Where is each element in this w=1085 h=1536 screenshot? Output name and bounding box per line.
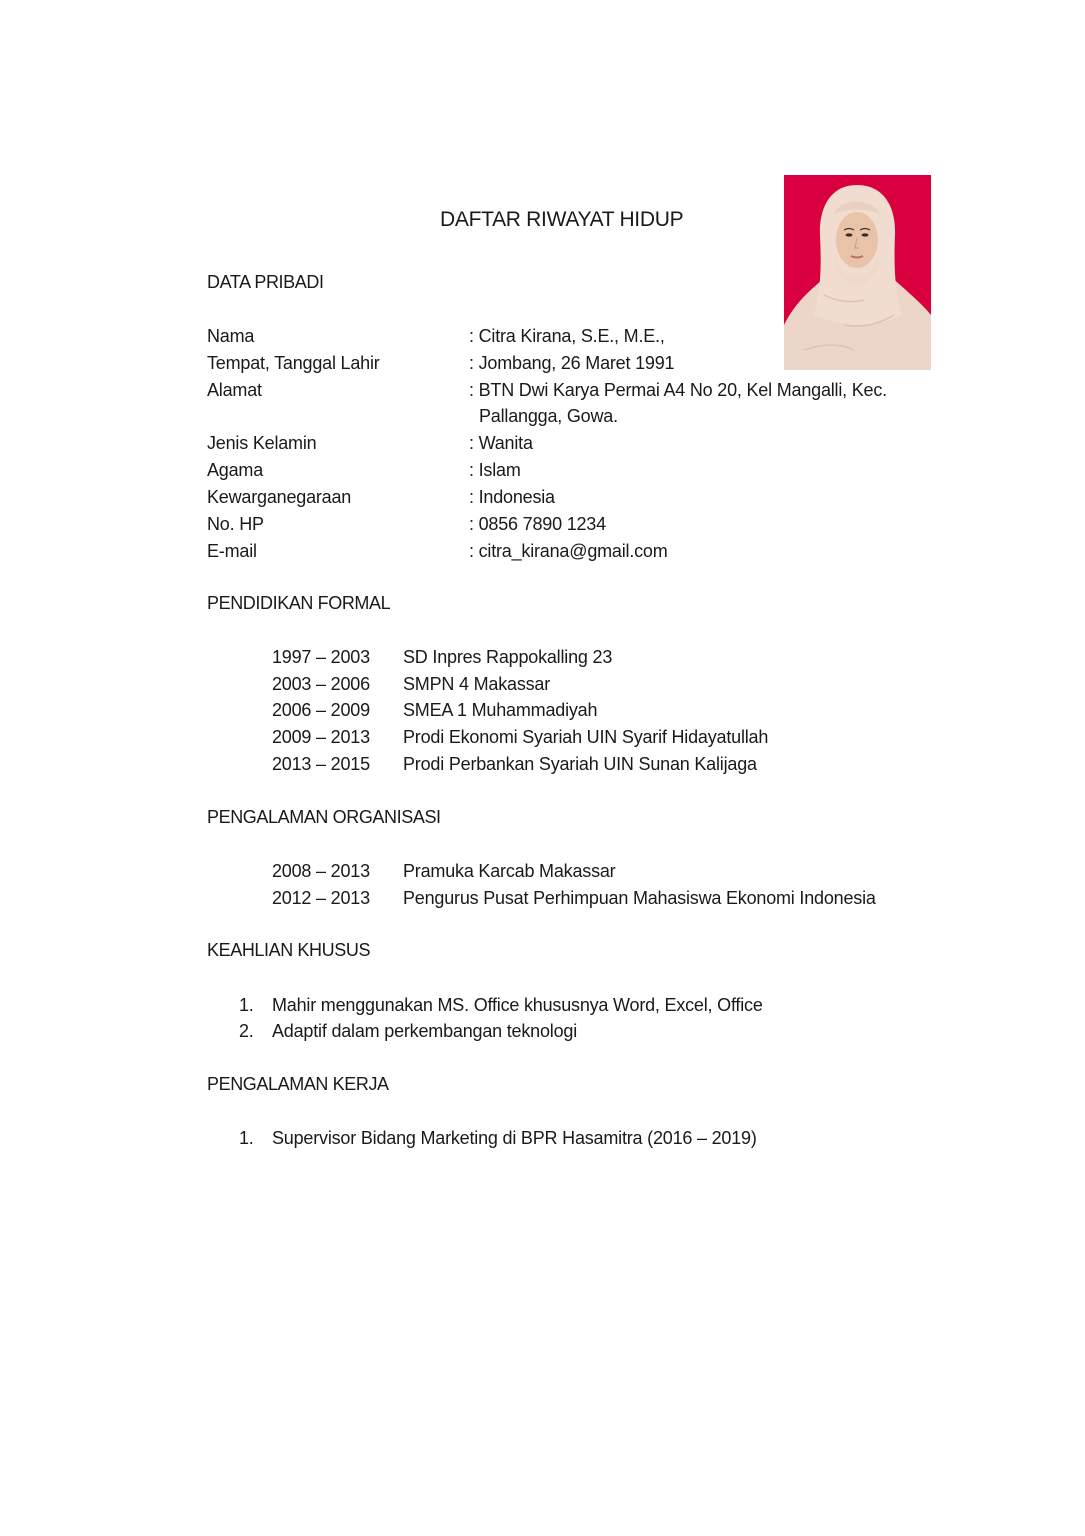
field-value-agama: : Islam [469, 460, 521, 480]
field-label-no-hp: No. HP [207, 514, 264, 534]
education-institution: SMEA 1 Muhammadiyah [403, 700, 598, 720]
section-heading-data-pribadi: DATA PRIBADI [207, 272, 324, 292]
skill-item: Adaptif dalam perkembangan teknologi [272, 1021, 578, 1041]
field-value-kewarganegaraan: : Indonesia [469, 487, 555, 507]
organization-years: 2008 – 2013 [272, 861, 370, 881]
profile-photo [784, 175, 931, 370]
organization-name: Pramuka Karcab Makassar [403, 861, 616, 881]
section-heading-pengalaman-kerja: PENGALAMAN KERJA [207, 1074, 389, 1094]
field-label-email: E-mail [207, 541, 257, 561]
field-label-kewarganegaraan: Kewarganegaraan [207, 487, 352, 507]
section-heading-pengalaman-organisasi: PENGALAMAN ORGANISASI [207, 807, 441, 827]
education-years: 2006 – 2009 [272, 700, 370, 720]
field-value-email: : citra_kirana@gmail.com [469, 541, 668, 561]
section-heading-keahlian-khusus: KEAHLIAN KHUSUS [207, 940, 371, 960]
document-title: DAFTAR RIWAYAT HIDUP [440, 208, 684, 231]
education-institution: SMPN 4 Makassar [403, 674, 551, 694]
field-value-alamat: : BTN Dwi Karya Permai A4 No 20, Kel Mangalli, Kec. [469, 380, 887, 400]
education-years: 1997 – 2003 [272, 647, 370, 667]
field-value-nama: : Citra Kirana, S.E., M.E., [469, 326, 665, 346]
portrait-illustration [784, 175, 931, 370]
field-label-agama: Agama [207, 460, 264, 480]
field-label-alamat: Alamat [207, 380, 262, 400]
organization-years: 2012 – 2013 [272, 888, 370, 908]
field-value-jenis-kelamin: : Wanita [469, 433, 533, 453]
education-institution: SD Inpres Rappokalling 23 [403, 647, 613, 667]
field-label-nama: Nama [207, 326, 255, 346]
field-value-ttl: : Jombang, 26 Maret 1991 [469, 353, 675, 373]
work-item: Supervisor Bidang Marketing di BPR Hasamitra (2016 – 2019) [272, 1128, 757, 1148]
skill-item: Mahir menggunakan MS. Office khususnya Word, Excel, Office [272, 995, 763, 1015]
section-heading-pendidikan-formal: PENDIDIKAN FORMAL [207, 593, 391, 613]
education-institution: Prodi Perbankan Syariah UIN Sunan Kalijaga [403, 754, 757, 774]
list-number: 1. [239, 1128, 254, 1148]
list-number: 2. [239, 1021, 254, 1041]
field-value-no-hp: : 0856 7890 1234 [469, 514, 606, 534]
field-label-jenis-kelamin: Jenis Kelamin [207, 433, 317, 453]
organization-name: Pengurus Pusat Perhimpuan Mahasiswa Ekonomi Indonesia [403, 888, 876, 908]
education-years: 2009 – 2013 [272, 727, 370, 747]
education-institution: Prodi Ekonomi Syariah UIN Syarif Hidayatullah [403, 727, 769, 747]
field-label-ttl: Tempat, Tanggal Lahir [207, 353, 380, 373]
list-number: 1. [239, 995, 254, 1015]
education-years: 2003 – 2006 [272, 674, 370, 694]
field-value-alamat-continuation: Pallangga, Gowa. [479, 406, 618, 426]
education-years: 2013 – 2015 [272, 754, 370, 774]
